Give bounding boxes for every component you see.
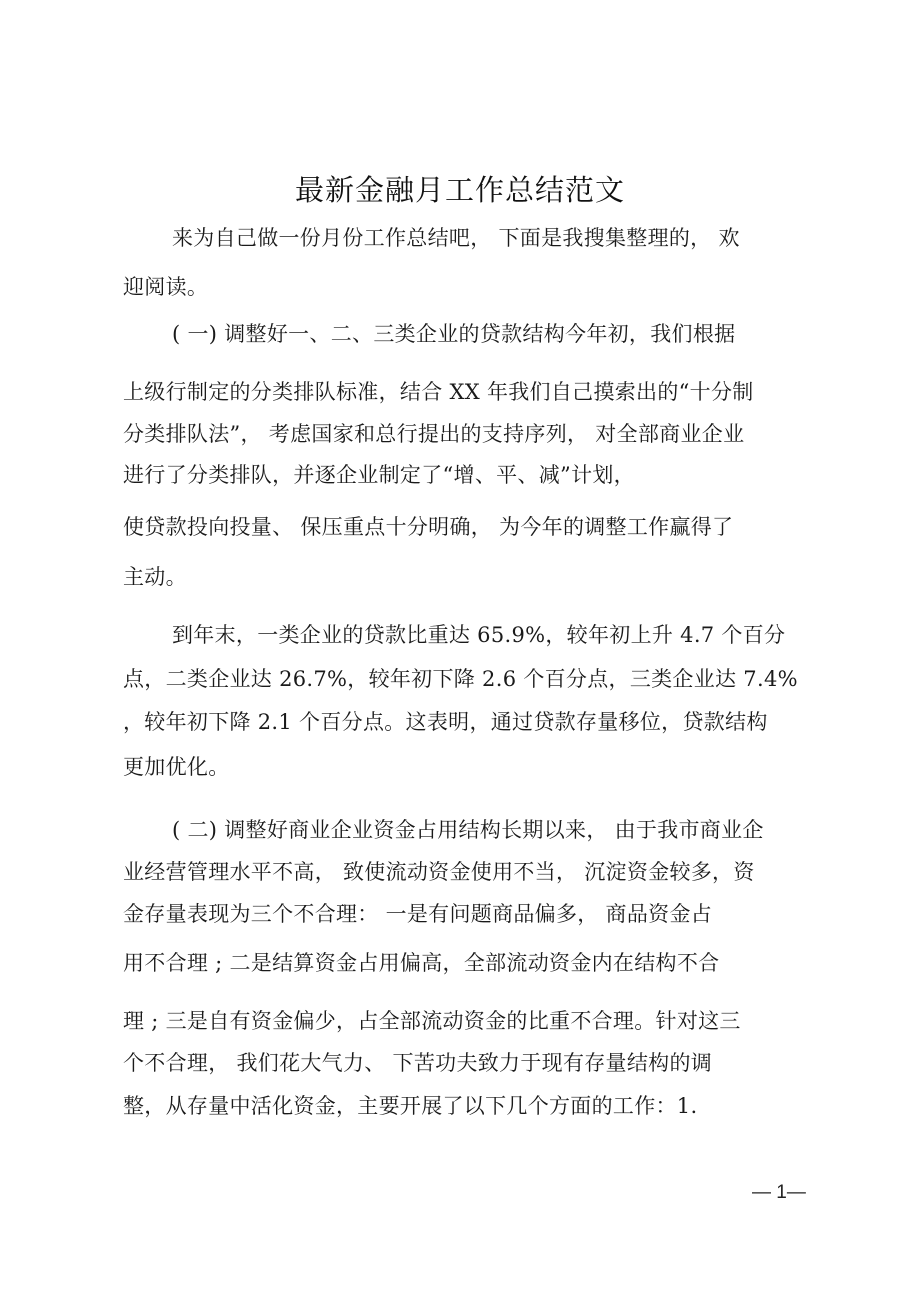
text-line: 上级行制定的分类排队标准，结合 XX 年我们自己摸索出的“十分制 [123,380,754,404]
text-line: 整，从存量中活化资金，主要开展了以下几个方面的工作：1. [123,1094,698,1118]
text-line: 来为自己做一份月份工作总结吧， 下面是我搜集整理的， 欢 [172,226,740,250]
text-line: 用不合理 ; 二是结算资金占用偏高，全部流动资金内在结构不合 [123,951,720,975]
text-line: 点，二类企业达 26.7%，较年初下降 2.6 个百分点，三类企业达 7.4% [123,667,798,691]
text-line: 到年末，一类企业的贷款比重达 65.9%，较年初上升 4.7 个百分 [172,623,786,647]
text-line: 迎阅读。 [123,275,209,299]
text-line: 使贷款投向投量、 保压重点十分明确， 为今年的调整工作赢得了 [123,515,734,539]
text-line: 业经营管理水平不高， 致使流动资金使用不当， 沉淀资金较多，资 [123,860,755,884]
document-title: 最新金融月工作总结范文 [294,173,625,207]
page-number: — 1— [752,1182,806,1203]
text-line: 更加优化。 [123,755,230,779]
section-heading-2: ( 二) 调整好商业企业资金占用结构长期以来， 由于我市商业企 [172,818,764,842]
text-line: 金存量表现为三个不合理： 一是有问题商品偏多， 商品资金占 [123,902,713,926]
text-line: 理 ; 三是自有资金偏少，占全部流动资金的比重不合理。针对这三 [123,1009,741,1033]
text-line: 主动。 [123,565,187,589]
text-line: ，较年初下降 2.1 个百分点。这表明，通过贷款存量移位，贷款结构 [123,710,768,734]
text-line: 分类排队法”， 考虑国家和总行提出的支持序列， 对全部商业企业 [123,422,745,446]
text-line: 进行了分类排队，并逐企业制定了“增、平、减”计划， [123,463,635,487]
text-line: 个不合理， 我们花大气力、 下苦功夫致力于现有存量结构的调 [123,1051,713,1075]
section-heading-1: ( 一) 调整好一、二、三类企业的贷款结构今年初，我们根据 [172,322,736,346]
